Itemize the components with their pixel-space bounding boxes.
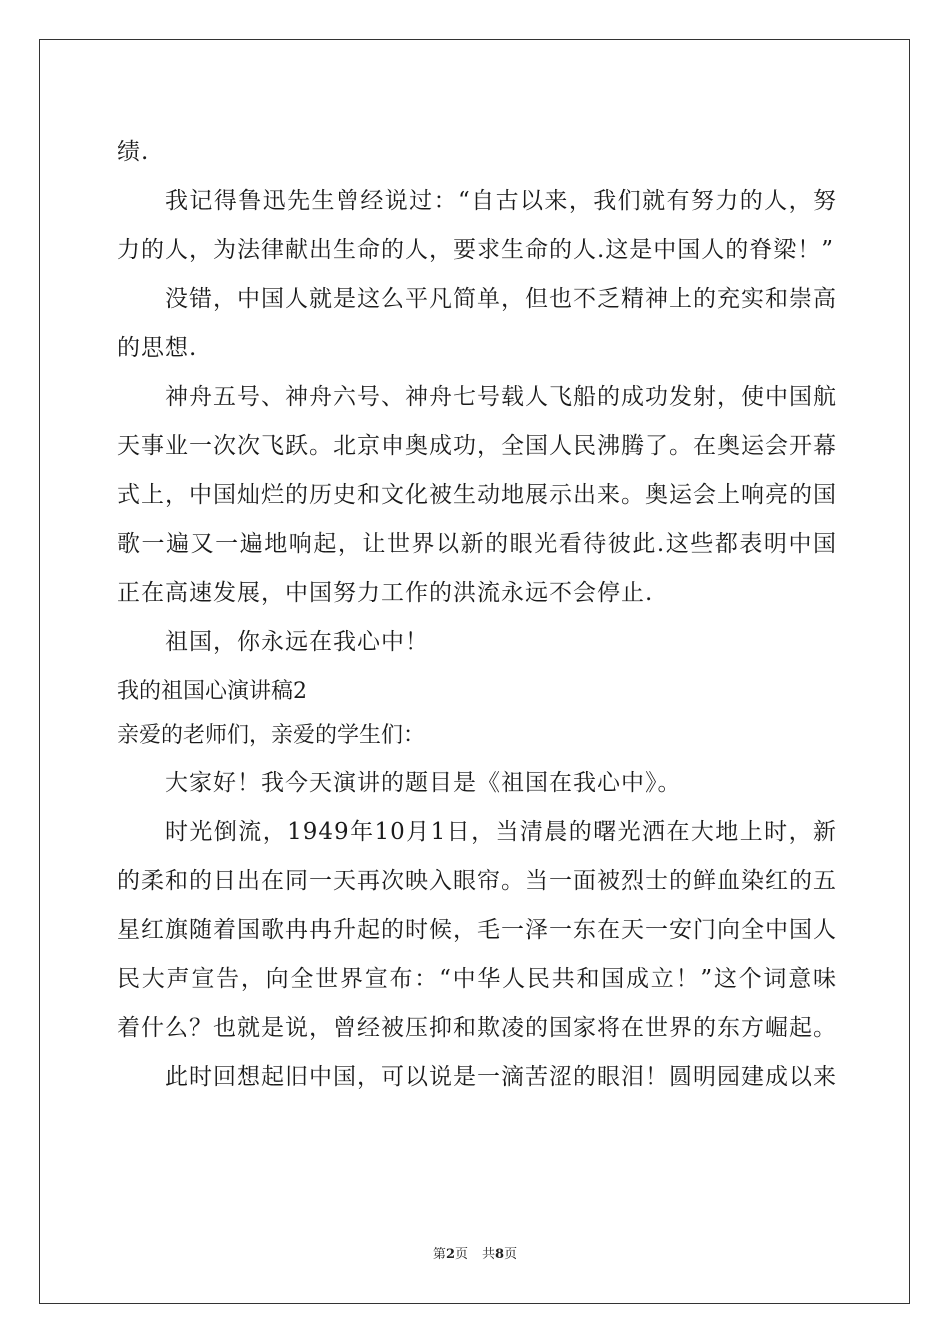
paragraph-continuation: 绩. <box>117 139 150 165</box>
paragraph-founding: 时光倒流，1949年10月1日，当清晨的曙光洒在大地上时，新的柔和的日出在同一天再次映入眼帘。当一面被烈士的鲜血染红的五星红旗随着国歌冉冉升起的时候，毛一泽一东在天一安门向全中国人民大声宣告，向全世界宣布：“中华人民共和国成立！”这个词意味着什么？也就是说，曾经被压抑和欺凌的国家将在世界的东方崛起。 <box>117 819 837 1041</box>
paragraph-lu-xun-quote: 我记得鲁迅先生曾经说过：“自古以来，我们就有努力的人，努力的人，为法律献出生命的人，要求生命的人.这是中国人的脊梁！” <box>117 188 837 263</box>
salutation: 亲爱的老师们，亲爱的学生们： <box>117 723 426 748</box>
page-suffix: 页 <box>454 1247 468 1262</box>
paragraph-old-china: 此时回想起旧中国，可以说是一滴苦涩的眼泪！圆明园建成以来 <box>165 1064 837 1090</box>
page-current: 2 <box>445 1247 455 1262</box>
page-prefix: 第 <box>432 1247 446 1262</box>
document-body <box>117 128 837 1102</box>
page-footer <box>0 1243 950 1262</box>
speech-title: 我的祖国心演讲稿2 <box>117 679 307 704</box>
paragraph-motherland-in-heart: 祖国，你永远在我心中！ <box>165 629 429 655</box>
total-suffix: 页 <box>504 1247 518 1262</box>
total-prefix: 共 <box>482 1247 496 1262</box>
paragraph-shenzhou-olympics: 神舟五号、神舟六号、神舟七号载人飞船的成功发射，使中国航天事业一次次飞跃。北京申奥成功，全国人民沸腾了。在奥运会开幕式上，中国灿烂的历史和文化被生动地展示出来。奥运会上响亮的国歌一遍又一遍地响起，让世界以新的眼光看待彼此.这些都表明中国正在高速发展，中国努力工作的洪流永远不会停止. <box>117 384 837 606</box>
paragraph-ordinary-people: 没错，中国人就是这么平凡简单，但也不乏精神上的充实和崇高的思想. <box>117 286 837 361</box>
paragraph-greeting: 大家好！我今天演讲的题目是《祖国在我心中》。 <box>165 770 682 796</box>
page-total: 8 <box>495 1247 505 1262</box>
